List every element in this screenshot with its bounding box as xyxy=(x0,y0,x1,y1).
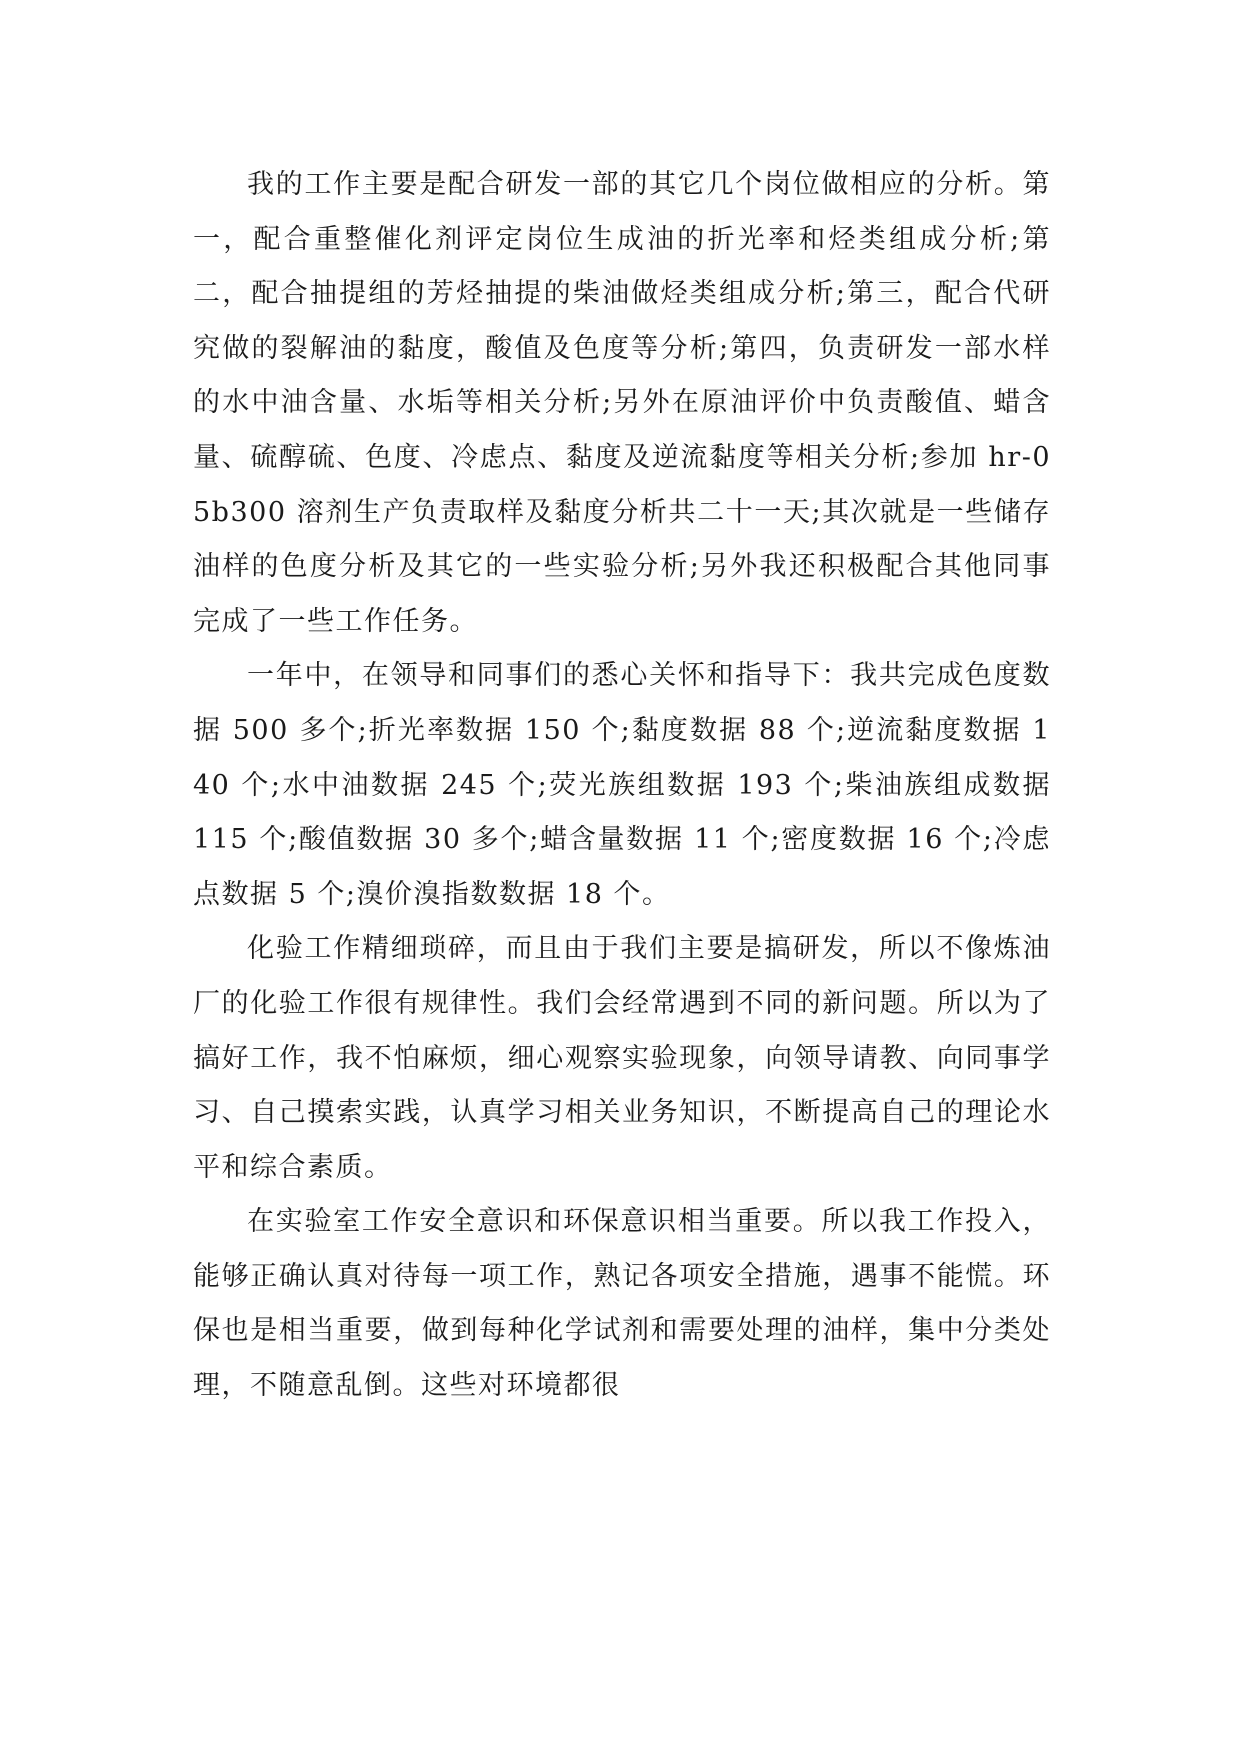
paragraph-2: 一年中，在领导和同事们的悉心关怀和指导下：我共完成色度数据 500 多个;折光率数据 150 个;黏度数据 88 个;逆流黏度数据 140 个;水中油数据 245 个;荧光族组数据 193 个;柴油族组成数据 115 个;酸值数据 30 多个;蜡含量数据 11 个;密度数据 16 个;冷虑点数据 5 个;溴价溴指数数据 18 个。 xyxy=(193,660,1051,910)
paragraph-3: 化验工作精细琐碎，而且由于我们主要是搞研发，所以不像炼油厂的化验工作很有规律性。我们会经常遇到不同的新问题。所以为了搞好工作，我不怕麻烦，细心观察实验现象，向领导请教、向同事学习、自己摸索实践，认真学习相关业务知识，不断提高自己的理论水平和综合素质。 xyxy=(193,933,1051,1183)
paragraph-4: 在实验室工作安全意识和环保意识相当重要。所以我工作投入，能够正确认真对待每一项工作，熟记各项安全措施，遇事不能慌。环保也是相当重要，做到每种化学试剂和需要处理的油样，集中分类处理，不随意乱倒。这些对环境都很 xyxy=(193,1206,1051,1402)
document-body xyxy=(193,158,1051,1414)
paragraph-1: 我的工作主要是配合研发一部的其它几个岗位做相应的分析。第一，配合重整催化剂评定岗位生成油的折光率和烃类组成分析;第二，配合抽提组的芳烃抽提的柴油做烃类组成分析;第三，配合代研究做的裂解油的黏度，酸值及色度等分析;第四，负责研发一部水样的水中油含量、水垢等相关分析;另外在原油评价中负责酸值、蜡含量、硫醇硫、色度、冷虑点、黏度及逆流黏度等相关分析;参加 hr-05b300 溶剂生产负责取样及黏度分析共二十一天;其次就是一些储存油样的色度分析及其它的一些实验分析;另外我还积极配合其他同事完成了一些工作任务。 xyxy=(193,169,1051,637)
